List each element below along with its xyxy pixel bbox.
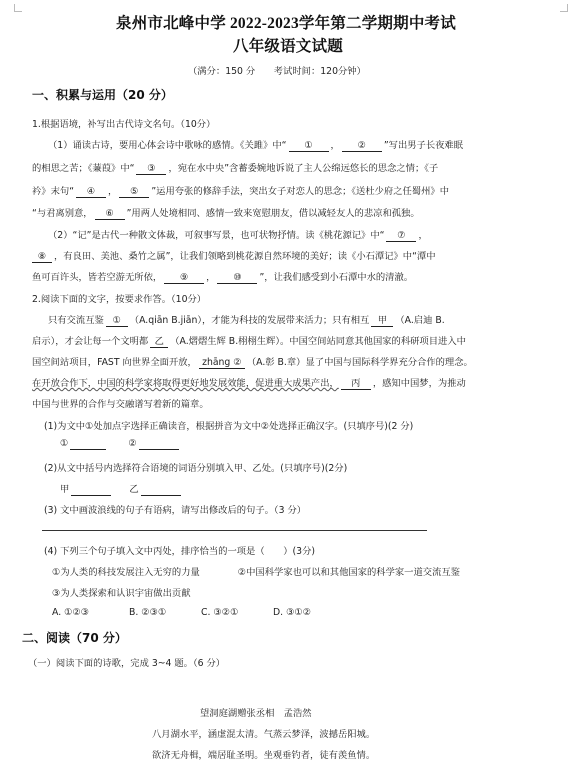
text-line: 启示），才会让每一个文明都 乙 （A.熠熠生辉 B.栩栩生辉）。中国空间站同意其他国家的科研项目进入中 [32,333,466,348]
sub-question: (4) 下列三个句子填入文中丙处，排序恰当的一项是（ ）(3分) [44,546,316,557]
answer-rule [42,530,427,531]
question-prompt: 2.阅读下面的文字，按要求作答。（10分） [32,294,207,305]
poem-line: 八月湖水平，涵虚混太清。气蒸云梦泽，波撼岳阳城。 [152,729,376,740]
text-line: 衿》末句“ ④ ， ⑤ ”运用夸张的修辞手法，突出女子对恋人的思念；《送杜少府之任蜀州》中 [32,186,449,197]
sub-heading: （一）阅读下面的诗歌，完成 3~4 题。（6 分） [28,658,226,669]
exam-meta: （满分：150 分 考试时间：120分钟） [188,66,366,77]
text-line: 只有交流互鉴 ① （A.qiān B.jiān），才能为科技的发展带来活力；只有相互 甲 （A.启迪 B. [48,312,445,327]
answer-line: ① ② [60,438,181,450]
text-line: 中国与世界的合作与交融谱写着新的篇章。 [32,399,209,410]
poem-title: 望洞庭湖赠张丞相 孟浩然 [200,708,312,719]
corner-mark-right [560,4,568,12]
choice-d: D. ③①② [273,607,312,618]
option-line: ①为人类的科技发展注入无穷的力量 ②中国科学家也可以和其他国家的科学家一道交流互鉴 [52,567,460,578]
option-line: ③为人类探索和认识宇宙做出贡献 [52,588,191,599]
exam-title: 泉州市北峰中学 2022-2023学年第二学期期中考试 [116,15,456,32]
question-prompt: 1.根据语境，补写出古代诗文名句。（10分） [32,119,216,130]
corner-mark-left [14,4,22,12]
text-line: “与君离别意， ⑥ ”用两人处境相同、感情一致来宽慰朋友，借以减轻友人的悲凉和孤独。 [32,208,420,219]
section-heading: 二、阅读（70 分） [22,631,127,645]
choice-a: A. ①②③ [52,607,90,618]
text-line: （1）诵读古诗，要用心体会诗中歌咏的感情。《关雎》中“ ① ， ② ”写出男子长夜难眠 [48,140,464,151]
text-line: 鱼可百许头，皆若空游无所依， ⑨ ， ⑩ ”，让我们感受到小石潭中水的清澈。 [32,272,414,283]
sub-question: (2)从文中括号内选择符合语境的词语分别填入甲、乙处。(只填序号)(2分) [44,463,348,474]
choice-c: C. ③②① [201,607,239,618]
text-line: ⑧ ，有良田、美池、桑竹之属”，让我们领略到桃花源自然环境的美好；读《小石潭记》中“潭中 [32,248,436,263]
wavy-sentence-line: 在开放合作下，中国的科学家将取得更好地发展效能，促进重大成果产出， 丙 ，感知中国梦，为推动 [32,375,466,390]
sub-question: (3) 文中画波浪线的句子有语病，请写出修改后的句子。（3 分） [44,505,307,516]
text-line: （2）“记”是古代一种散文体裁，可叙事写景，也可状物抒情。读《桃花源记》中“ ⑦ ， [48,230,428,241]
section-heading: 一、积累与运用（20 分） [32,88,173,102]
sub-question: (1)为文中①处加点字选择正确读音，根据拼音为文中②处选择正确汉字。(只填序号)(2 分) [44,421,414,432]
choice-line [52,607,311,618]
exam-subtitle: 八年级语文试题 [233,38,343,55]
text-line: 国空间站项目，FAST 向世界全面开放， zhāng ② （A.彰 B.章）显了中国与国际科学界充分合作的理念。 [32,357,473,368]
poem-line: 欲济无舟楫，端居耻圣明。坐观垂钓者，徒有羡鱼情。 [152,750,376,761]
choice-b: B. ②③① [129,607,167,618]
text-line: 的相思之苦；《蒹葭》中“ ③ ，宛在水中央”含蓄委婉地诉说了主人公绵远悠长的思念之情；《子 [32,163,439,174]
answer-line: 甲 乙 [60,481,183,496]
